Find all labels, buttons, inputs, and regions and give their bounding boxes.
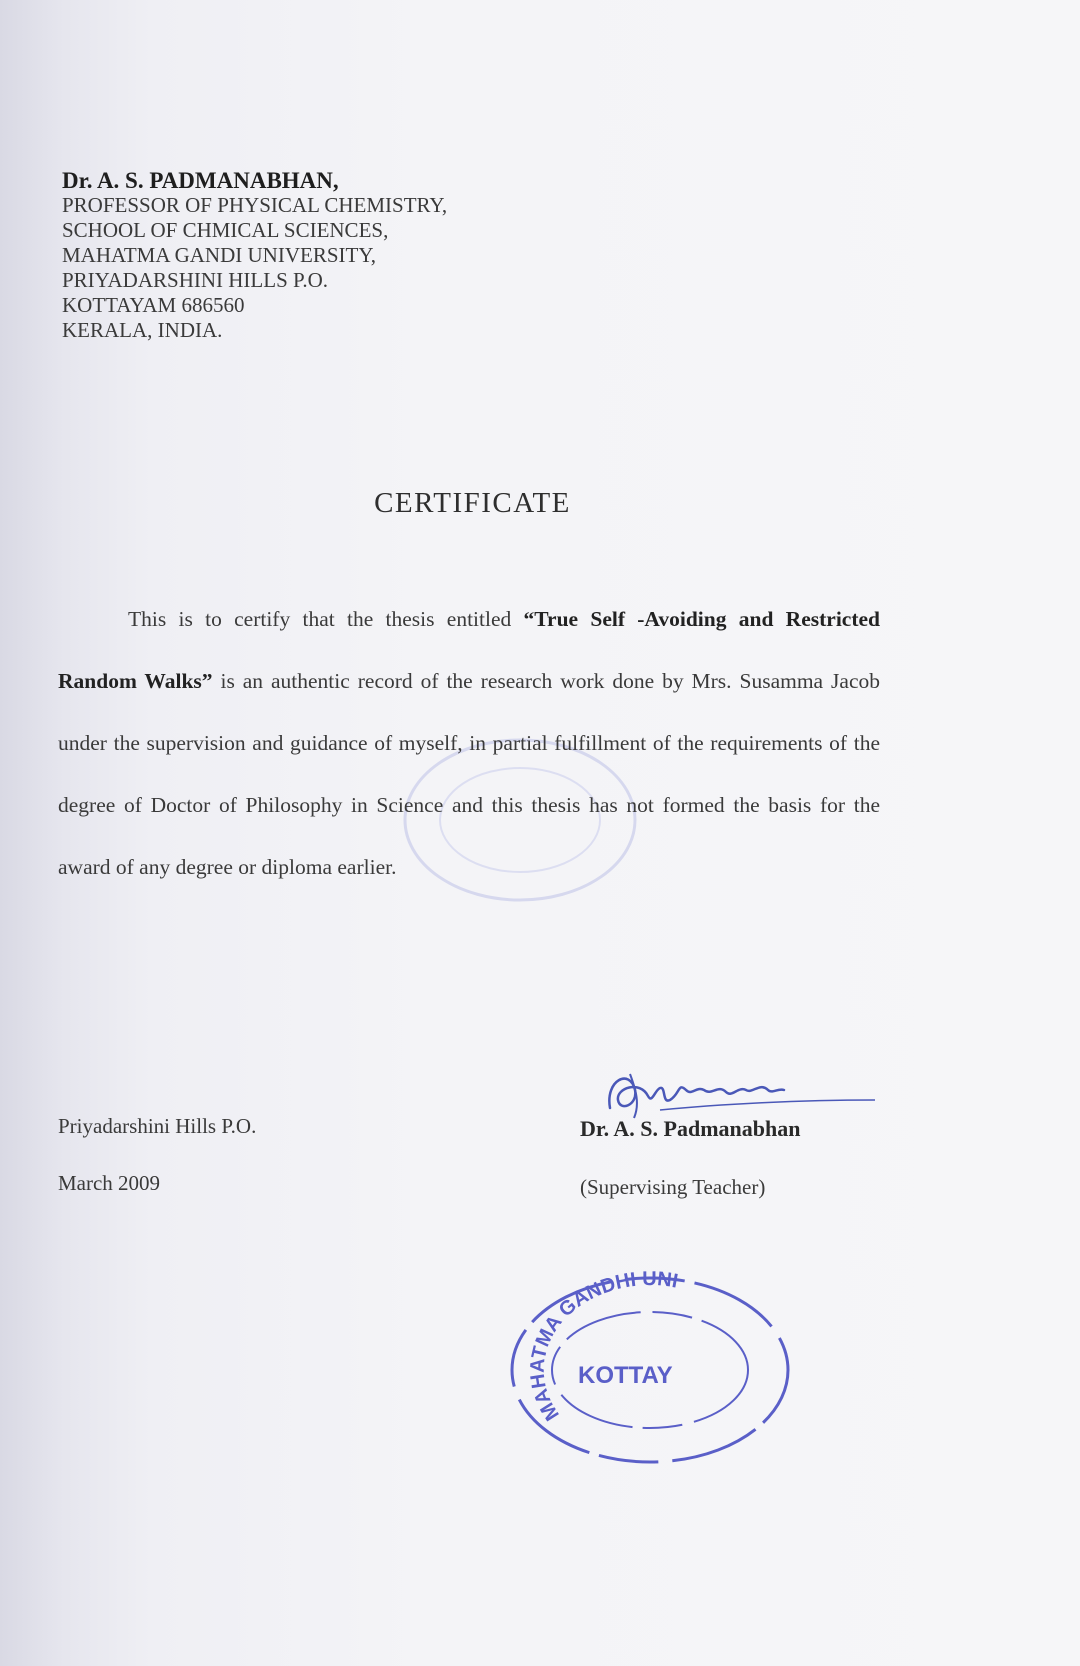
letterhead-line: SCHOOL OF CHMICAL SCIENCES, [62,218,389,242]
signatory-name: Dr. A. S. Padmanabhan [580,1116,801,1141]
date-label: March 2009 [58,1171,161,1195]
seal-center-text: KOTTAY [578,1362,673,1389]
certificate-title: CERTIFICATE [374,487,571,519]
seal-arc-text: MAHATMA GANDHI UNI [526,1268,680,1425]
certificate-body [58,588,880,898]
signatory-role: (Supervising Teacher) [580,1175,766,1199]
professor-name: Dr. A. S. PADMANABHAN, [62,168,339,193]
letterhead-line: KOTTAYAM 686560 [62,293,245,317]
letterhead-line: MAHATMA GANDI UNIVERSITY, [62,243,377,267]
letterhead-line: KERALA, INDIA. [62,318,223,342]
svg-text:MAHATMA GANDHI UNI [527,1268,680,1424]
letterhead-line: PROFESSOR OF PHYSICAL CHEMISTRY, [62,193,448,217]
letterhead [62,168,447,343]
letterhead-line: PRIYADARSHINI HILLS P.O. [62,268,329,292]
body-rest: is an authentic record of the research work done by Mrs. Susamma Jacob under the supervision and guidance of myself, in partial fulfillment of the requirements of the degree of Doctor of Philosophy in Science and this thesis has not formed the basis for the award of any degree or diploma earlier. [58,669,880,879]
university-seal [500,1265,800,1475]
body-intro: This is to certify that the thesis entitled [128,607,524,631]
place-label: Priyadarshini Hills P.O. [58,1114,257,1138]
thesis-title: “True Self -Avoiding and Restricted Random Walks” [58,607,880,693]
